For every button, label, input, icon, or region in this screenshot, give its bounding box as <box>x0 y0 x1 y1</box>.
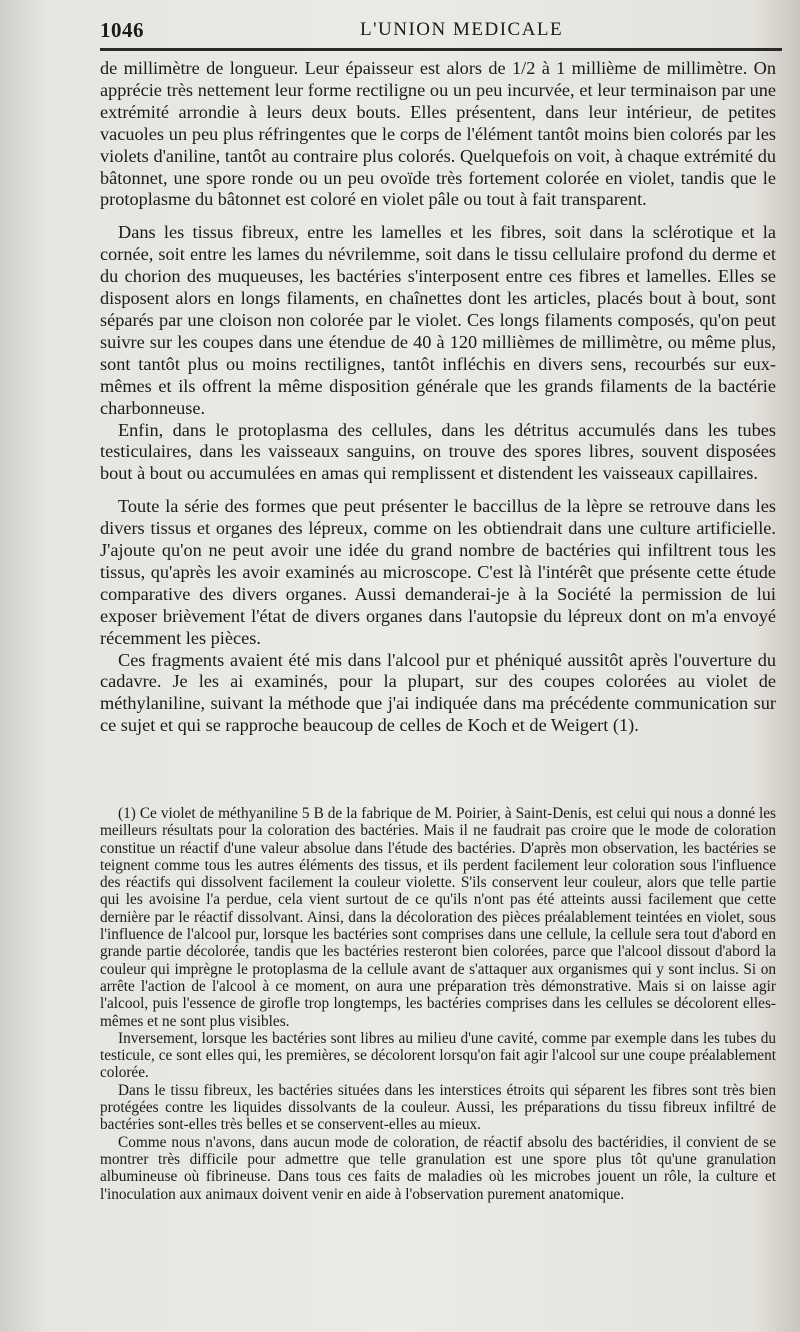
body-paragraph: Ces fragments avaient été mis dans l'alcool pur et phéniqué aussitôt après l'ouverture du cadavre. Je les ai examinés, pour la plupart, sur des coupes colorées au violet de méthylaniline, suivant la méthode que j'ai indiquée dans ma précédente communication sur ce sujet et qui se rapproche beaucoup de celles de Koch et de Weigert (1). <box>100 649 776 736</box>
footnote-paragraph: (1) Ce violet de méthyaniline 5 B de la fabrique de M. Poirier, à Saint-Denis, est celui qui nous a donné les meilleurs résultats pour la coloration des bactéries. Mais il ne faudrait pas croire que le mode de coloration constitue un réactif d'une valeur absolue dans l'étude des bactéries. D'après mon observation, les bactéries se teignent comme tous les autres éléments des tissus, et ils perdent facilement leur coloration sous l'influence des réactifs qui dissolvent facilement la couleur violette. S'ils conservent leur couleur, alors que telle partie qui les avoisine l'a perdue, cela vient surtout de ce qu'ils n'ont pas été atteints aussi facilement que cette dernière par le réactif dissolvant. Ainsi, dans la décoloration des pièces préalablement teintées en violet, sous l'influence de l'alcool pur, lorsque les bactéries sont comprises dans une cellule, la cellule sera tout d'abord en grande partie décolorée, tandis que les bactéries resteront bien colorées, parce que l'alcool dissout d'abord la couleur qui imprègne le protoplasma de la cellule avant de s'attaquer aux organismes qui y sont inclus. Si on arrête l'action de l'alcool à ce moment, on aura une préparation très démonstrative. Mais si on laisse agir l'alcool, puis l'essence de girofle trop longtemps, les bactéries comprises dans les cellules se décolorent elles-mêmes et ne sont plus visibles. <box>100 805 776 1030</box>
main-text <box>100 58 776 737</box>
running-title: L'UNION MEDICALE <box>360 19 564 40</box>
body-paragraph: Enfin, dans le protoplasma des cellules, dans les détritus accumulés dans les tubes testiculaires, dans les vaisseaux sanguins, on trouve des spores libres, souvent disposées bout à bout ou accumulées en amas qui remplissent et distendent les vaisseaux capillaires. <box>100 419 776 484</box>
body-paragraph: Dans les tissus fibreux, entre les lamelles et les fibres, soit dans la sclérotique et la cornée, soit entre les lames du névrilemme, soit dans le tissu cellulaire profond du derme et du chorion des muqueuses, les bactéries s'interposent entre ces fibres et lamelles. Elles se disposent alors en longs filaments, en chaînettes dont les articles, placés bout à bout, sont séparés par une cloison non colorée par le violet. Ces longs filaments composés, qu'on peut suivre sur les coupes dans une étendue de 40 à 120 millièmes de millimètre, ou même plus, sont tantôt plus ou moins rectilignes, tantôt infléchis en divers sens, recourbés sur eux-mêmes et ils offrent la même disposition générale que les grands filaments de la bactérie charbonneuse. <box>100 222 776 418</box>
page-header <box>100 14 770 44</box>
footnote-block <box>100 805 776 1203</box>
footnote-paragraph: Dans le tissu fibreux, les bactéries situées dans les interstices étroits qui séparent les fibres sont très bien protégées contre les liquides dissolvants de la couleur. Aussi, les préparations du tissu fibreux infiltré de bactéries sont-elles très belles et se conservent-elles au mieux. <box>100 1081 776 1134</box>
body-paragraph: de millimètre de longueur. Leur épaisseur est alors de 1/2 à 1 millième de millimètre. On apprécie très nettement leur forme rectiligne ou un peu incurvée, et leur terminaison par une extrémité arrondie à leurs deux bouts. Elles présentent, dans leur intérieur, de petites vacuoles un peu plus réfringentes que le corps de l'élément tantôt moins bien colorés par les violets d'aniline, tantôt au contraire plus colorés. Quelquefois on voit, à chaque extrémité du bâtonnet, une spore ronde ou un peu ovoïde très fortement colorée en violet, tandis que le protoplasme du bâtonnet est coloré en violet pâle ou tout à fait transparent. <box>100 58 776 210</box>
footnote-paragraph: Inversement, lorsque les bactéries sont libres au milieu d'une cavité, comme par exemple dans les tubes du testicule, ce sont elles qui, les premières, se décolorent lorsqu'on fait agir l'alcool sur une coupe préalablement colorée. <box>100 1029 776 1082</box>
header-rule <box>100 48 782 51</box>
body-paragraph: Toute la série des formes que peut présenter le baccillus de la lèpre se retrouve dans les divers tissus et organes des lépreux, comme on les obtiendrait dans une culture artificielle. J'ajoute qu'on ne peut avoir une idée du grand nombre de bactéries qui infiltrent tous les tissus, qu'après les avoir examinés au microscope. C'est là l'intérêt que présente cette étude comparative des divers organes. Aussi demanderai-je à la Société la permission de lui exposer brièvement l'état de divers organes dans l'autopsie du lépreux dont on m'a envoyé récemment les pièces. <box>100 496 776 648</box>
footnote-paragraph: Comme nous n'avons, dans aucun mode de coloration, de réactif absolu des bactéridies, il convient de se montrer très difficile pour admettre que telle granulation est une spore plus tôt qu'une granulation albumineuse où fibrineuse. Dans tous ces faits de maladies où les microbes jouent un rôle, la culture et l'inoculation aux animaux doivent venir en aide à l'observation purement anatomique. <box>100 1133 776 1203</box>
page-number: 1046 <box>100 18 144 42</box>
